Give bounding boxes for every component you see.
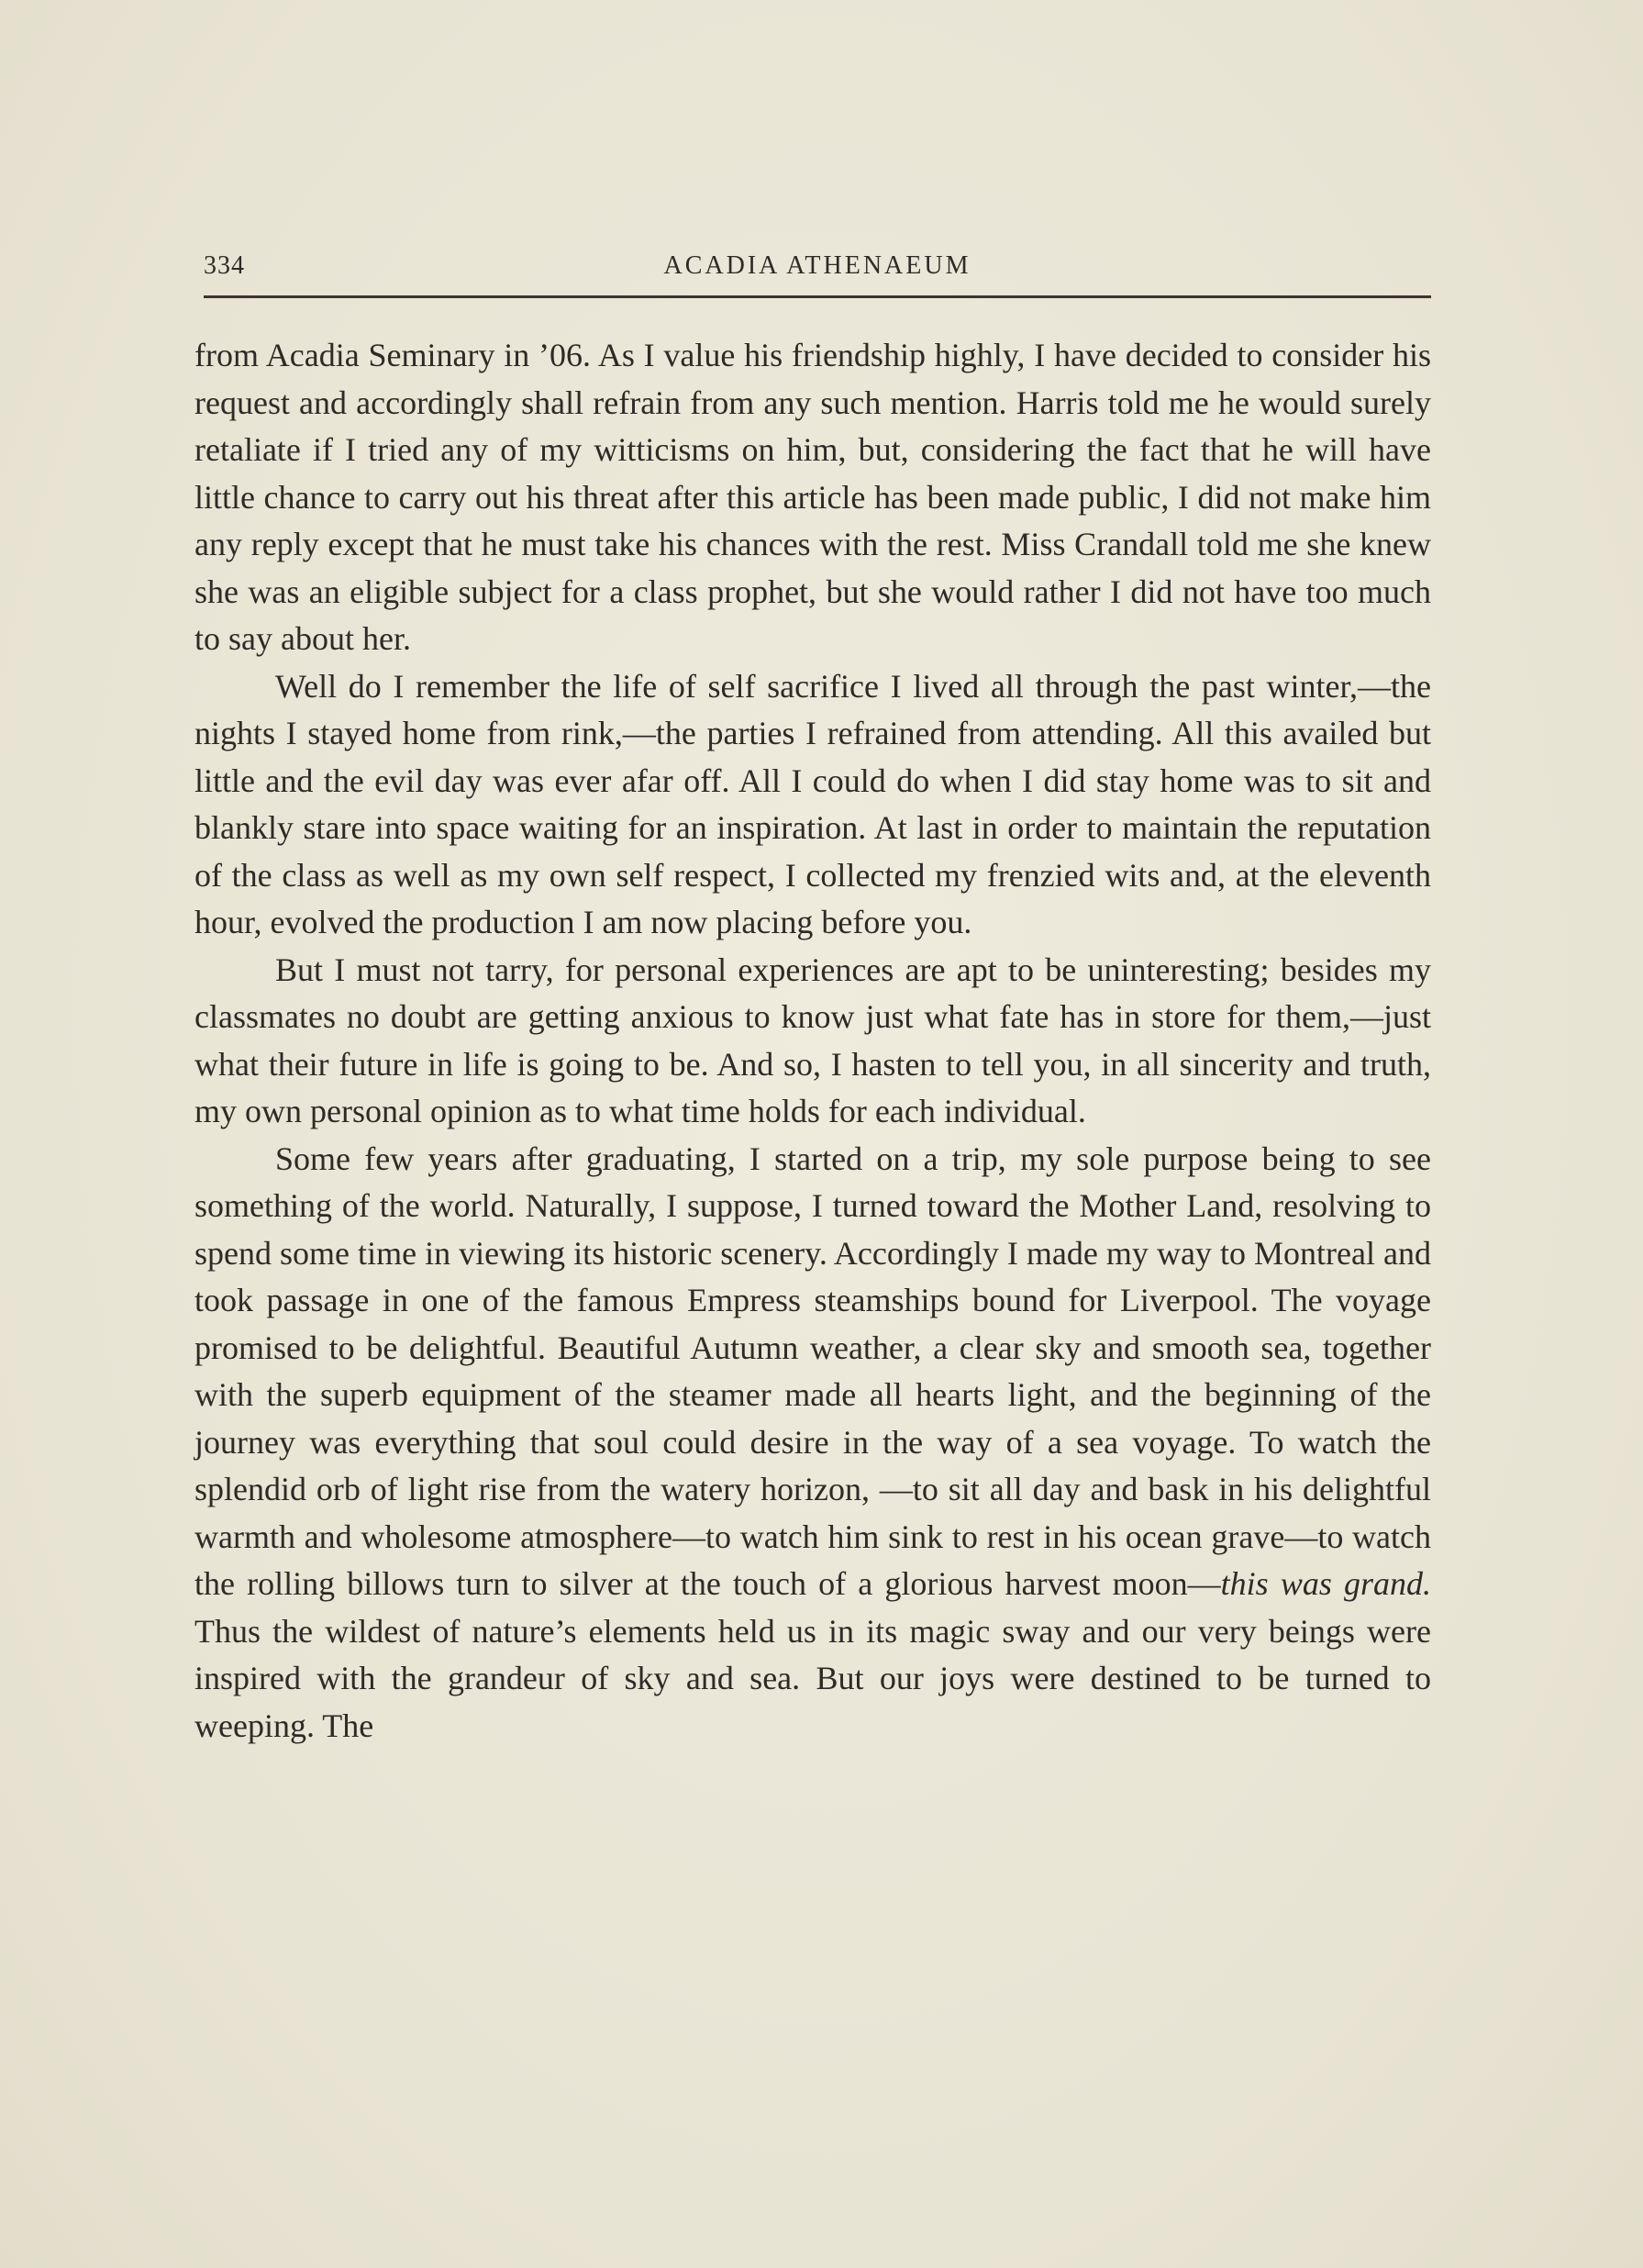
running-title: ACADIA ATHENAEUM (663, 251, 971, 280)
paragraph-3: But I must not tarry, for personal experiences are apt to be uninteresting; besides my classmates no doubt are getting anxious to know just what fate has in store for them,—just what their future in life is going to be. And so, I hasten to tell you, in all sincerity and truth, my own personal opinion as to what time holds for each individual. (194, 951, 1431, 1129)
paragraph-4-text: Some few years after graduating, I started on a trip, my sole purpose being to see something of the world. Naturally, I suppose, I turned toward the Mother Land, resolving to spend some time in viewing its historic scenery. Accordingly I made my way to Montreal and took passage in one of the famous Empress steamships bound for Liverpool. The voyage promised to be delightful. Beautiful Autumn weather, a clear sky and smooth sea, together with the superb equipment of the steamer made all hearts light, and the beginning of the journey was everything that soul could desire in the way of a sea voyage. To watch the splendid orb of light rise from the watery horizon, —to sit all day and bask in his delightful warmth and wholesome atmosphere—to watch him sink to rest in his ocean grave—to watch the rolling billows turn to silver at the touch of a glorious harvest moon— (194, 1140, 1431, 1602)
paragraph-1: from Acadia Seminary in ’06. As I value his friendship highly, I have decided to consider his request and accordingly shall refrain from any such mention. Harris told me he would surely retaliate if I tried any of my witticisms on him, but, considering the fact that he will have little chance to carry out his threat after this article has been made public, I did not make him any reply except that he must take his chances with the rest. Miss Crandall told me she knew she was an eligible subject for a class prophet, but she would rather I did not have too much to say about her. (194, 337, 1431, 657)
page-header (204, 246, 1431, 294)
page-number: 334 (204, 251, 245, 280)
paragraph-4 (194, 1136, 1431, 1751)
italic-phrase: this was grand. (1220, 1565, 1431, 1602)
paragraph-2: Well do I remember the life of self sacrifice I lived all through the past winter,—the nights I stayed home from rink,—the parties I refrained from attending. All this availed but little and the evil day was ever afar off. All I could do when I did stay home was to sit and blankly stare into space waiting for an inspiration. At last in order to maintain the reputation of the class as well as my own self respect, I collected my frenzied wits and, at the eleventh hour, evolved the production I am now placing before you. (194, 667, 1431, 940)
closing-text: Thus the wildest of nature’s elements held us in its magic sway and our very beings were inspired with the grandeur of sky and sea. But our joys were destined to be turned to weeping. The (194, 1612, 1431, 1744)
body-text (194, 332, 1431, 1750)
header-rule (204, 295, 1431, 298)
